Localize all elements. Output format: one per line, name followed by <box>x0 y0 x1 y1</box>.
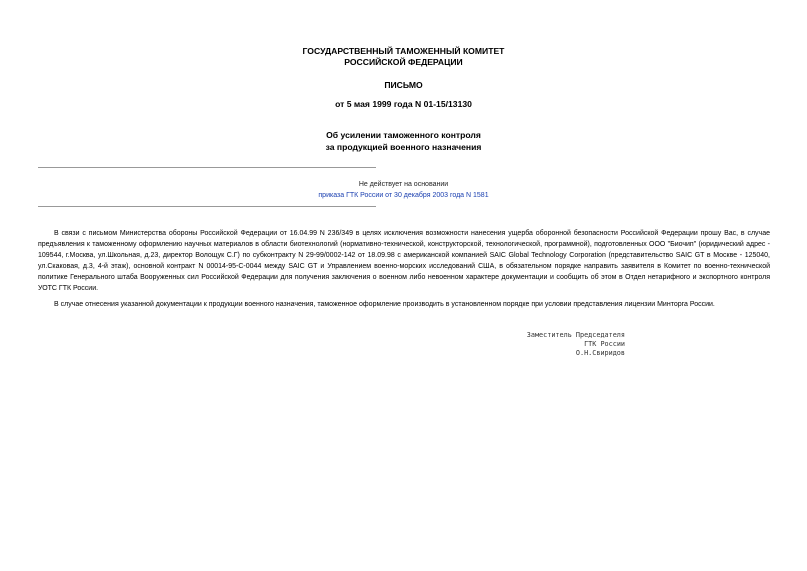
body-paragraph-1: В связи с письмом Министерства обороны Российской Федерации от 16.04.99 N 236/349 в целях исключения возможности нанесения ущерба оборонной безопасности Российской Федерации прошу Вас, в случае предъявления к таможенному оформлению научных материалов в области биотехнологий (нормативно-технической, конструкторской, технологической, программной), подготовленных ООО "Биочип" (юридический адрес - 109544, г.Москва, ул.Школьная, д.23, директор Волощук С.Г) по субконтракту N 29-99/0002-142 от 18.09.98 с американской компанией SAIC Global Technology Corporation (представительство SAIC GT в Москве - 125040, ул.Скаковая, д.3, 4-й этаж), основной контракт N 00014-95-С-0044 между SAIC GT и Управлением военно-морских исследований США, в обязательном порядке направить заявителя в Комитет по военно-технической политике Генерального штаба Вооруженных сил Российской Федерации для получения заключения о военном либо невоенном характере документации и сообщить об этом в Отдел нетарифного и экспортного контроля УОТС ГТК России. <box>38 230 770 293</box>
document-type: ПИСЬМО <box>384 80 423 90</box>
signature-organization: ГТК России <box>584 340 625 348</box>
body-paragraph-2: В случае отнесения указанной документации к продукции военного назначения, таможенное оформление производить в установленном порядке при условии представления лицензии Минторга России. <box>54 301 715 308</box>
repeal-order-link[interactable]: приказа ГТК России от 30 декабря 2003 года N 1581 <box>318 192 489 199</box>
signature-name: О.Н.Свиридов <box>575 349 625 357</box>
signature-position: Заместитель Председателя <box>526 331 625 339</box>
divider-bottom <box>38 206 376 207</box>
subject-line-2: за продукцией военного назначения <box>325 142 482 152</box>
subject-line-1: Об усилении таможенного контроля <box>326 130 481 140</box>
divider-top <box>38 167 376 168</box>
document-date-number: от 5 мая 1999 года N 01-15/13130 <box>335 99 472 109</box>
status-note: Не действует на основании <box>358 181 449 188</box>
issuer-line-1: ГОСУДАРСТВЕННЫЙ ТАМОЖЕННЫЙ КОМИТЕТ <box>302 46 505 56</box>
issuer-line-2: РОССИЙСКОЙ ФЕДЕРАЦИИ <box>344 57 463 67</box>
